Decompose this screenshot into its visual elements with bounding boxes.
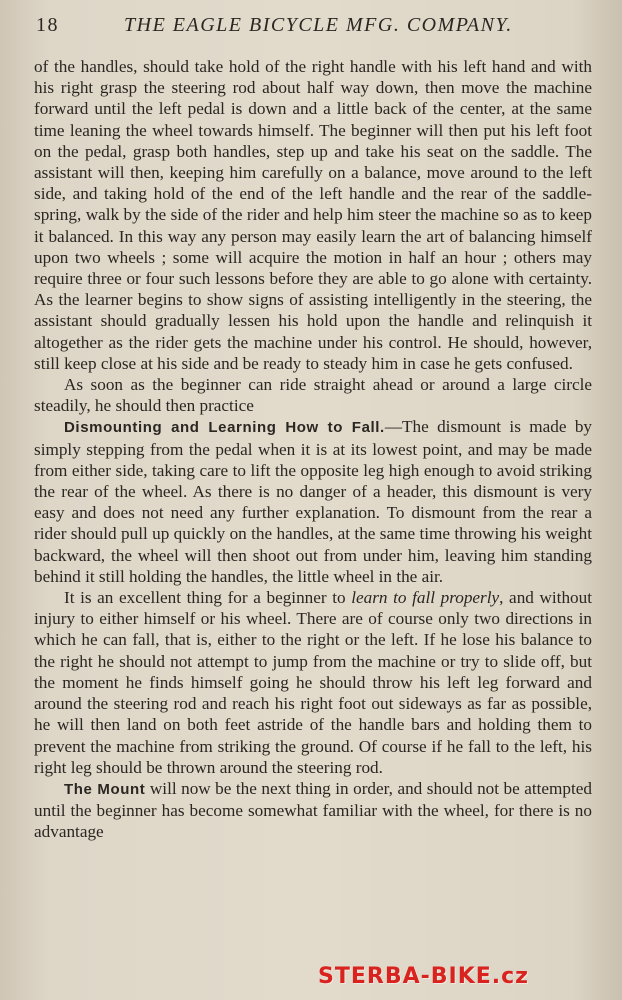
- running-title: THE EAGLE BICYCLE MFG. COMPANY.: [124, 14, 513, 36]
- paragraph-3-text: —The dismount is made by simply stepping from the pedal when it is at its lowest point, and may be made from either side, taking care to lift the opposite leg high enough to avoid striking the rear of the wheel. As there is no danger of a header, this dismount is very easy and does not need any further explanation. To dismount from the rear a rider should pull up quickly on the handles, at the same time throwing his weight backward, the wheel will then shoot out from under him, leaving him standing behind it still holding the handles, the little wheel in the air.: [34, 417, 593, 586]
- page-number: 18: [36, 14, 59, 36]
- watermark-logo: STERBA-BIKE.cz: [318, 964, 529, 989]
- paragraph-4-italic: learn to fall properly: [351, 588, 500, 608]
- paragraph-4-text-a: It is an excellent thing for a beginner to: [64, 588, 352, 608]
- paragraph-5-text: will now be the next thing in order, and should not be attempted until the beginner has become somewhat familiar with the wheel, for there is no advantage: [34, 778, 592, 842]
- paragraph-3: [34, 416, 592, 587]
- paragraph-4: [34, 587, 592, 778]
- subheading-dismounting: Dismounting and Learning How to Fall.: [64, 419, 385, 437]
- paragraph-5: [34, 778, 592, 843]
- paragraph-2: As soon as the beginner can ride straight ahead or around a large circle steadily, he should then practice: [34, 375, 592, 416]
- page-header: [30, 14, 590, 38]
- subheading-mount: The Mount: [64, 780, 146, 798]
- paragraph-4-text-b: , and without injury to either himself or his wheel. There are of course only two directions in which he can fall, that is, either to the right or the left. If he lose his balance to the right he should not attempt to jump from the machine or try to slide off, but the moment he finds himself going he should throw his left leg forward and around the steering rod and reach his right foot out sideways as far as possible, he will then land on both feet astride of the handle bars and holding them to prevent the machine from striking the ground. Of course if he fall to the left, his right leg should be thrown around the steering rod.: [34, 588, 593, 777]
- body-text: [34, 56, 592, 843]
- paragraph-1: of the handles, should take hold of the right handle with his left hand and with his right grasp the steering rod about half way down, then move the machine forward until the left pedal is down and a little back of the center, at the same time leaning the wheel towards himself. The beginner will then put his left foot on the pedal, grasp both handles, step up and take his seat on the saddle. The assistant will then, keeping him carefully on a balance, move around to the left side, and taking hold of the end of the left handle and the rear of the saddle-spring, walk by the side of the rider and help him steer the machine so as to keep it balanced. In this way any person may easily learn the art of balancing himself upon two wheels ; some will acquire the motion in half an hour ; others may require three or four such lessons before they are able to go alone with certainty. As the learner begins to show signs of assisting intelligently in the steering, the assistant should gradually lessen his hold upon the handle and relinquish it altogether as the rider gets the machine under his control. He should, however, still keep close at his side and be ready to steady him in case he gets confused.: [34, 57, 592, 373]
